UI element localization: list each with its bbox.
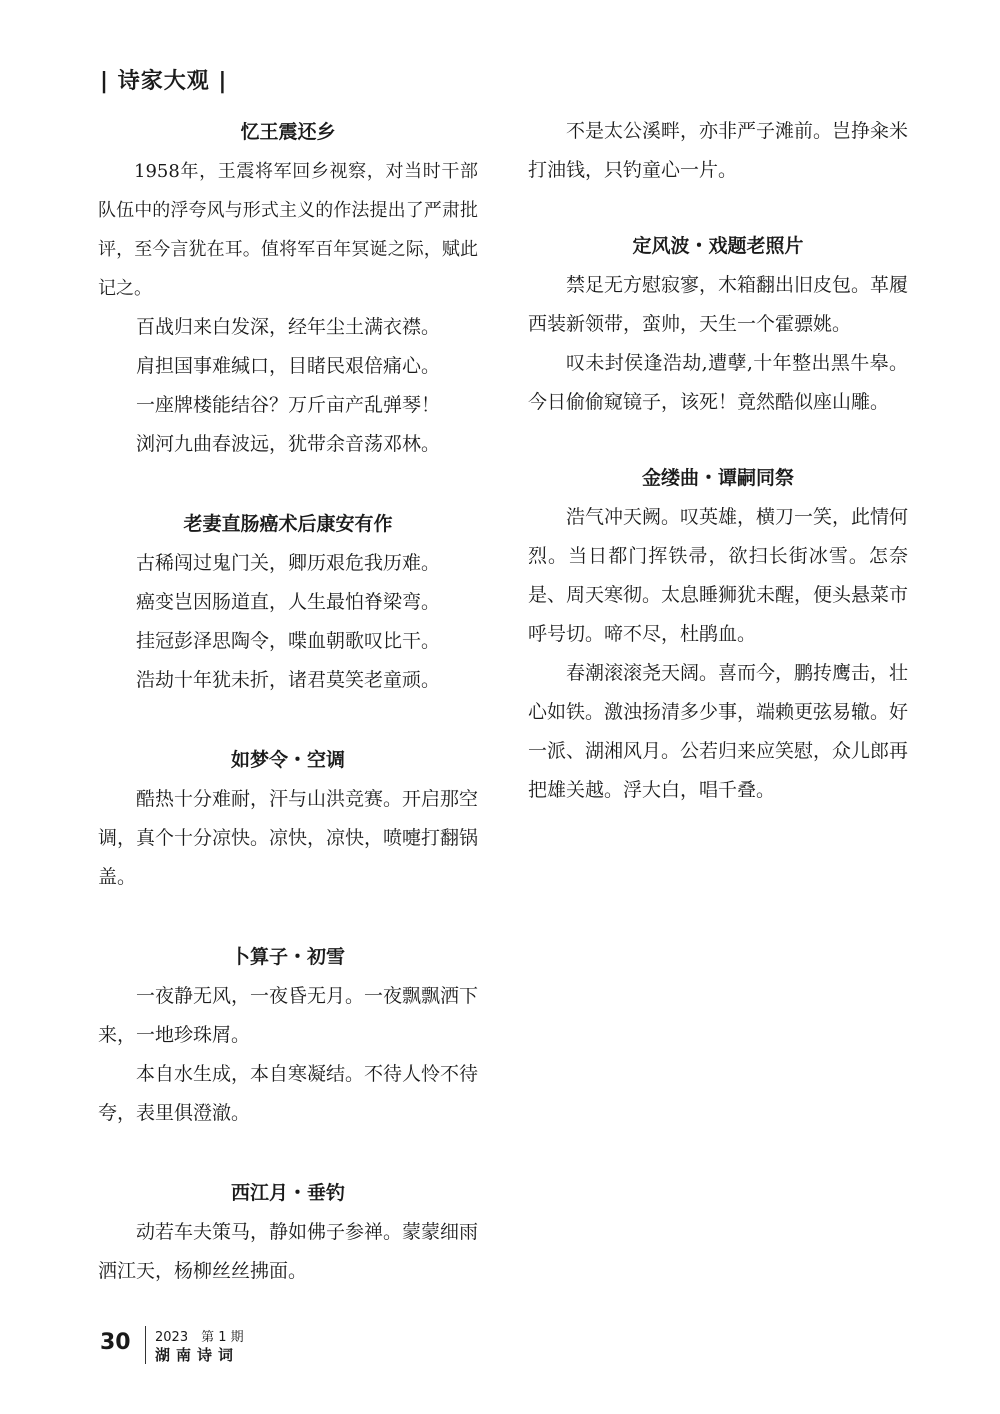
poem-line: 本自水生成，本自寒凝结。不待人怜不待夸，表里俱澄澈。 [98,1063,479,1124]
poem-line: 酷热十分难耐，汗与山洪竞赛。开启那空调，真个十分凉快。凉快，凉快，喷嚏打翻锅盖。 [98,788,479,888]
poem-title: 西江月・垂钓 [230,1182,345,1204]
poem-line: 禁足无方慰寂寥，木箱翻出旧皮包。革履西装新领带，蛮帅，天生一个霍骠姚。 [528,274,909,335]
poem-wang-zhen [98,112,478,464]
poem-title: 定风波・戏题老照片 [632,235,804,257]
poem-wife-surgery [98,504,478,700]
poem-preface: 1958年，王震将军回乡视察，对当时干部队伍中的浮夸风与形式主义的作法提出了严肃批评，至今言犹在耳。值将军百年冥诞之际，赋此记之。 [98,161,478,299]
left-column [98,112,478,1291]
issue-label: 2023 第 1 期 [155,1330,244,1345]
poem-fishing [98,1173,478,1291]
poem-title: 老妻直肠癌术后康安有作 [183,513,393,535]
poem-line: 不是太公溪畔，亦非严子滩前。岂挣籴米打油钱，只钓童心一片。 [528,120,909,181]
right-column [528,112,908,810]
poem-first-snow [98,937,478,1133]
poem-line: 古稀闯过鬼门关，卿历艰危我历难。 [136,552,441,574]
poem-title: 金缕曲・谭嗣同祭 [641,467,794,489]
poem-line: 挂冠彭泽思陶令，喋血朝歌叹比干。 [136,630,441,652]
poem-title: 卜算子・初雪 [230,946,345,968]
poem-line: 一夜静无风，一夜昏无月。一夜飘飘洒下来，一地珍珠屑。 [98,985,479,1046]
poem-line: 动若车夫策马，静如佛子参禅。蒙蒙细雨洒江天，杨柳丝丝拂面。 [98,1221,479,1282]
poem-tan-sitong [528,458,908,810]
poem-fishing-continued [528,112,908,190]
section-header: | 诗家大观 | [100,69,228,94]
poem-line: 浩气冲天阙。叹英雄，横刀一笑，此情何烈。当日都门挥铁帚，欲扫长街冰雪。怎奈是、周天寒彻。太息睡狮犹未醒，便头悬菜市呼号切。啼不尽，杜鹃血。 [528,506,909,645]
poem-line: 癌变岂因肠道直，人生最怕脊梁弯。 [136,591,441,613]
page-number: 30 [100,1330,131,1355]
poem-old-photo [528,226,908,422]
magazine-name: 湖南诗词 [155,1346,240,1364]
poem-line: 叹未封侯逢浩劫,遭孽,十年整出黑牛皋。今日偷偷窥镜子，该死！竟然酷似座山雕。 [528,352,908,413]
poem-line: 百战归来白发深，经年尘土满衣襟。 [136,316,441,338]
poem-title: 如梦令・空调 [230,749,345,771]
poem-line: 浏河九曲春波远，犹带余音荡邓林。 [136,433,441,455]
poem-line: 肩担国事难缄口，目睹民艰倍痛心。 [136,355,441,377]
poem-title: 忆王震还乡 [240,121,336,143]
footer-divider [145,1326,146,1364]
poem-air-conditioner [98,740,478,897]
poem-line: 春潮滚滚尧天阔。喜而今，鹏抟鹰击，壮心如铁。激浊扬清多少事，端赖更弦易辙。好一派、湖湘风月。公若归来应笑慰，众儿郎再把雄关越。浮大白，唱千叠。 [528,662,909,801]
poem-line: 浩劫十年犹未折，诸君莫笑老童顽。 [136,669,441,691]
poem-line: 一座牌楼能结谷？万斤亩产乱弹琴！ [136,394,441,416]
